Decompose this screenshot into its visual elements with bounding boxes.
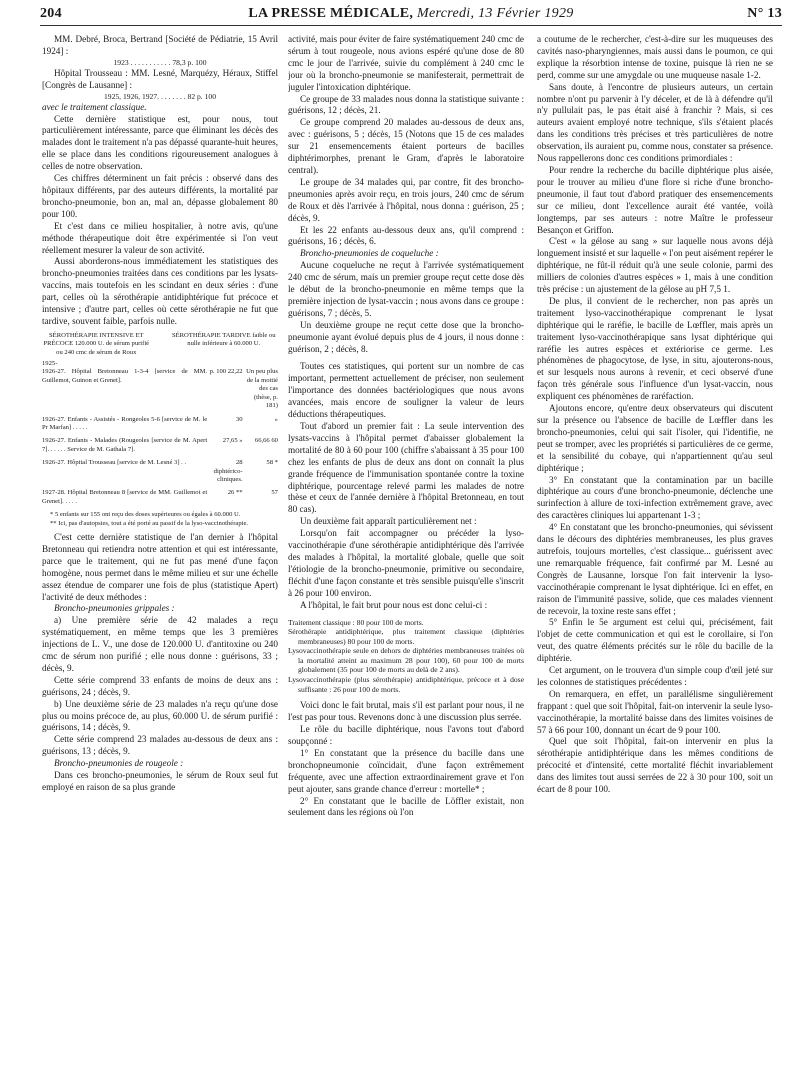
column-left xyxy=(42,34,278,1074)
paragraph: Hôpital Trousseau : MM. Lesné, Marquézy, Héraux, Stiffel [Congrès de Lausanne] : xyxy=(42,67,278,90)
paragraph: 1° En constatant que la présence du bacille dans une bronchopneumonie coïncidait, d'une façon extrêmement fréquente, avec une affection extraordinairement grave et l'on peut ajouter, sans grande chance d'erreur : mortelle* ; xyxy=(288,747,524,794)
statistics-table xyxy=(42,332,278,528)
table-cell: 26 ** xyxy=(227,489,243,497)
paragraph: a coutume de le rechercher, c'est-à-dire sur les muqueuses des cavités naso-pharyngiennes, mais aussi dans le poumon, ce qui explique la résorbtion intense de toxine, puisque là rien ne se perd, comme sur une amygdale ou une muqueuse nasale 1-2. xyxy=(537,34,773,80)
paragraph: 2° En constatant que le bacille de Löffler existait, non seulement dans les régions où l'on xyxy=(288,795,524,818)
paragraph: Toutes ces statistiques, qui portent sur un nombre de cas important, permettent actuellement de préciser, non seulement l'importance des données bactériologiques que nous avons avancées, mais encore de souligner la valeur de leurs déductions thérapeutiques. xyxy=(288,361,524,420)
table-cell: 1926-27. Hôpital Bretonneau 1-3-4 [service de MM. Guillemot, Guinon et Grenet]. xyxy=(42,368,208,384)
paragraph: Et les 22 enfants au-dessous deux ans, qu'il comprend : guérisons, 16 ; décès, 6. xyxy=(288,224,524,247)
paragraph: 5° Enfin le 5e argument est celui qui, précisément, fait l'objet de cette communication et qui est le corollaire, si l'on veut, des quatre éléments précités sur le rôle du bacille de la diphtérie. xyxy=(537,617,773,664)
table-cell: 28 diphtérico-cliniques. xyxy=(213,459,243,483)
paragraph: b) Une deuxième série de 23 malades n'a reçu qu'une dose plus ou moins précoce de, au plus, 60.000 U. de sérum purifié : guérisons, 14 ; décès, 9. xyxy=(42,698,278,733)
paragraph: 3° En constatant que la contamination par un bacille diphtérique au cours d'une broncho-pneumonie, déclenche une surinfection à allure de toxi-infection extrêmement grave, avec des caractères cliniques lui appartenant 1-3 ; xyxy=(537,474,773,521)
paragraph: Cet argument, on le trouvera d'un simple coup d'œil jeté sur les colonnes de statistiques précédentes : xyxy=(537,665,773,687)
result-item: Sérothérapie antidiphtérique, plus traitement classique (diphtéries membraneuses) 80 pour 100 de morts. xyxy=(288,627,524,646)
result-item: Lysovaccinothérapie seule en dehors de diphtéries membraneuses traitées où la mortalité atteint au maximum 28 pour 100), 60 pour 100 de morts globalement (35 pour 100 de morts au delà de 2 ans). xyxy=(288,646,524,675)
paragraph: a) Une première série de 42 malades a reçu systématiquement, en même temps que les 3 premières injections de L. V., une dose de 120.000 U. d'antitoxine ou 240 cmc de sérum non purifié ; elle nous donne : guérisons, 33 ; décès, 9. xyxy=(42,615,278,673)
table-cell xyxy=(207,360,242,368)
results-list xyxy=(288,618,524,695)
paragraph: Ajoutons encore, qu'entre deux observateurs qui discutent sur la présence ou l'absence de bacille de Lœffler dans les broncho-pneumonies, celui qui sait l'isoler, qui l'identifie, ne peut se tromper, avec les propriétés si particulières de ce germe, et la sensibilité du cobaye, qui n'appartiennent qu'au seul diphtérique ; xyxy=(537,403,773,473)
table-cell: Un peu plus de la moitié des cas (thèse, p. 181) xyxy=(246,368,278,410)
table-footnote: ** Ici, pas d'autopsies, tout a été porté au passif de la lyso-vaccinothérapie. xyxy=(50,519,249,527)
journal-name: LA PRESSE MÉDICALE, xyxy=(248,6,414,21)
paragraph: 4° En constatant que les broncho-pneumonies, qui sévissent dans le décours des diphtéries membraneuses, les plus graves autrefois, toujours mortelles, c'est classique... guérissent avec une remarquable fréquence, fait confirmé par M. Lesné au Congrès de Lausanne, lorsque l'on fait intervenir la lyso-vaccinothérapie comprenant le lysat diphtérique. Ici en effet, en raison de l'immunité passive, solide, que ces malades viennent de recevoir, la toxine reste sans effet ; xyxy=(537,522,773,616)
table-row xyxy=(42,360,278,368)
table-cell: 1926-27. Enfants - Assistés - Rongeoles 5-6 [service de M. le Pr Marfan] . . . . . xyxy=(42,415,208,431)
paragraph: activité, mais pour éviter de faire systématiquement 240 cmc de sérum à tout rougeole, nous avions espéré qu'une dose de 80 cmc le jour de l'arrivée, suivie du complément à 240 cmc le jour où la broncho-pneumonie se manifesterait, permettrait de juguler l'intoxication diphtérique. xyxy=(288,34,524,92)
paragraph: Et c'est dans ce milieu hospitalier, à notre avis, qu'une méthode thérapeutique doit être expérimentée si l'on veut réellement mesurer la valeur de son activité. xyxy=(42,220,278,255)
paragraph: Sans doute, à l'encontre de plusieurs auteurs, un certain nombre n'ont pu parvenir à l'y déceler, et de là à défendre qu'il n'y pullulait pas, le pas était aisé à franchir ? Mais, si ces auteurs avaient employé notre technique, s'ils s'étaient placés dans les conditions très précises et très particulières de notre observation, ils auraient pu, comme nous, constater sa présence. Nous rappellerons donc ces conditions primordiales : xyxy=(537,81,773,164)
section-heading: Broncho-pneumonies grippales : xyxy=(54,603,175,614)
issue-date: Mercredi, 13 Février 1929 xyxy=(417,6,574,21)
table-header-right: SÉROTHÉRAPIE TARDIVE faible ou nulle inférieure à 60.000 U. xyxy=(171,331,276,348)
paragraph: MM. Debré, Broca, Bertrand [Société de Pédiatrie, 15 Avril 1924] : xyxy=(42,34,278,56)
page-number: 204 xyxy=(40,6,62,21)
table-cell: 27,65 » xyxy=(222,437,243,445)
table-cell: » xyxy=(274,415,278,423)
paragraph: Dans ces broncho-pneumonies, le sérum de Roux seul fut employé en raison de sa plus grande xyxy=(42,770,278,792)
paragraph: Quel que soit l'hôpital, fait-on intervenir en plus la sérothérapie antidiphtérique dans les mêmes conditions de précocité et d'intensité, cette mortalité fléchit invariablement dans des limites tout aussi serrées de 22 à 30 pour 100, soit un écart de 8 pour 100. xyxy=(537,736,773,795)
table-footnote: * 5 enfants sur 155 ont reçu des doses supérieures ou égales à 60.000 U. xyxy=(50,511,241,519)
paragraph: Un deuxième groupe ne reçut cette dose que la broncho-pneumonie ayant évolué depuis plus de 4 jours, il nous donne : guérison, 2 ; décès, 8. xyxy=(288,319,524,354)
table-cell: 1926-27. Enfants - Malades (Rougeoles [service de M. Apert 7]. . . . . . Service de M. Gathala 7]. xyxy=(42,437,208,453)
paragraph: C'est « la gélose au sang » sur laquelle nous avons déjà longuement insisté et sur laquelle « l'on peut aisément repérer le diphtérique, ne fût-il réduit qu'à une seule colonie, parmi des milliers de colonies d'autres espèces » 1, mais à une condition très précise : un ajustement de la gélose au pH 7,5 1. xyxy=(537,236,773,295)
table-row xyxy=(42,489,278,506)
paragraph: Cette dernière statistique est, pour nous, tout particulièrement intéressante, parce que éliminant les décès des malades dont le traitement n'a pas dépassé quarante-huit heures, elle se place dans les conditions rigoureusement analogues à celles de notre observation. xyxy=(42,113,278,172)
header-rule xyxy=(40,25,782,26)
paragraph: Lorsqu'on fait accompagner ou précéder la lyso-vaccinothérapie d'une sérothérapie antidiphtérique dès l'arrivée des malades à l'hôpital, la mortalité globale, quelle que soit l'étiologie de la broncho-pneumonie, primitive ou secondaire, fléchit d'une façon constante et très sensible puisqu'elle s'inscrit à 26 pour 100 environ. xyxy=(288,528,524,598)
table-cell: 30 xyxy=(235,415,243,423)
paragraph: Un deuxième fait apparaît particulièrement net : xyxy=(300,516,477,527)
table-cell: 1927-28. Hôpital Bretonneau 8 [service de MM. Guillemot et Grenet]. . . . . xyxy=(42,489,208,505)
paragraph: Ces chiffres déterminent un fait précis : observé dans des hôpitaux différents, par des auteurs différents, la mortalité par broncho-pneumonie, bon an, mal an, dépasse globalement 80 pour 100. xyxy=(42,173,278,219)
paragraph: Tout d'abord un premier fait : La seule intervention des lysats-vaccins à l'hôpital permet d'abaisser globalement la mortalité de 80 à 60 pour 100 (chiffre s'abaissant à 35 pour 100 chez les enfants de plus de deux ans dont on connaît la plus grande fréquence de l'immunisation spontanée contre la toxine diphtérique, pourcentage relevé parmi les malades de notre thèse et ceux de l'année dernière à l'hôpital Bretonneau, en tout 80 cas). xyxy=(288,421,524,515)
table-cell: 58 * xyxy=(266,459,278,467)
paragraph: Le groupe de 34 malades qui, par contre, fit des broncho-pneumonies après avoir reçu, en trois jours, 240 cmc de sérum de Roux et dès l'arrivée à l'hôpital, nous donna : guérison, 25 ; décès, 9. xyxy=(288,176,524,223)
issue-number: N° 13 xyxy=(747,6,782,21)
table-row xyxy=(42,437,278,454)
section-heading: Broncho-pneumonies de coqueluche : xyxy=(300,248,439,259)
paragraph: De plus, il convient de le rechercher, non pas après un traitement lyso-vaccinothérapique comprenant le lysat diphtérique qui le raréfie, le bacille de Lœffler, mais après un traitement lyso-vaccinothérapique sans lysat diphtérique qui raréfie les autres espèces et extériorise ce germe. Les phénomènes de phagocytose, de lyse, in situ, ajouterons-nous, et sur lesquels nous aurons à revenir, et ceci observé d'une façon très générale sous l'influence d'un lysat-vaccin, nous expliquent ces phénomènes de raréfaction. xyxy=(537,295,773,402)
paragraph: C'est cette dernière statistique de l'an dernier à l'hôpital Bretonneau qui retiendra notre attention et qui est intéressante, parce que le traitement, qui ne fut pas mené d'une façon homogène, nous permet dans le même milieu et sur une échelle assez étendue de comparer une fois de plus (statistique Apert) l'activité de deux méthodes : xyxy=(42,531,278,602)
statistic-line: 1925, 1926, 1927. . . . . . . . 82 p. 100 xyxy=(103,91,216,101)
table-cell: 66,66 60 xyxy=(254,437,278,445)
result-item: Lysovaccinothérapie (plus sérothérapie) antidiphtérique, précoce et à dose suffisante : 26 pour 100 de morts. xyxy=(288,675,524,694)
section-heading: Broncho-pneumonies de rougeole : xyxy=(54,758,184,769)
paragraph: A l'hôpital, le fait brut pour nous est donc celui-ci : xyxy=(300,599,488,610)
statistic-line: 1923 . . . . . . . . . . . 78,3 p. 100 xyxy=(113,57,207,67)
paragraph: Cette série comprend 33 enfants de moins de deux ans : guérisons, 24 ; décès, 9. xyxy=(42,674,278,697)
table-row xyxy=(42,459,278,484)
paragraph: Aussi aborderons-nous immédiatement les statistiques des broncho-pneumonies traitées dans ces conditions par les lysats-vaccins, mais toutefois en les scindant en deux séries : d'une part, celles où la sérothérapie antidiphtérique fut précoce et intensive ; d'autre part, celles où cette sérothérapie ne fut que tardive, souvent faible, parfois nulle. xyxy=(42,256,278,326)
paragraph: Aucune coqueluche ne reçut à l'arrivée systématiquement 240 cmc de sérum, mais un premier groupe reçut cette dose dès le début de la broncho-pneumonie en même temps que la première injection de lysat-vaccin ; nous avons dans ce groupe : guérisons, 7 ; décès, 5. xyxy=(288,260,524,318)
table-header xyxy=(42,332,278,357)
journal-title xyxy=(40,6,782,22)
table-cell: p. 100 22,22 xyxy=(209,368,243,376)
paragraph: Le rôle du bacille diphtérique, nous l'avons tout d'abord soupçonné : xyxy=(288,724,524,746)
table-cell: 1926-27. Hôpital Trousseau [service de M. Lesné 3] . . xyxy=(42,459,187,467)
paragraph: avec le traitement classique. xyxy=(42,101,147,112)
paragraph: Ce groupe de 33 malades nous donna la statistique suivante : guérisons, 12 ; décès, 21. xyxy=(288,93,524,116)
table-row xyxy=(42,416,278,433)
table-row xyxy=(42,368,278,410)
column-middle xyxy=(288,34,524,1074)
table-cell: 1925- xyxy=(42,360,58,368)
paragraph: Cette série comprend 23 malades au-dessous de deux ans : guérisons, 13 ; décès, 9. xyxy=(42,734,278,757)
paragraph: Ce groupe comprend 20 malades au-dessous de deux ans, avec : guérisons, 5 ; décès, 15 (Notons que 15 de ces malades sur 21 ensemencements étaient porteurs de bacilles diphtérimorphes, prenant le Gram, d'après le laboratoire central). xyxy=(288,117,524,175)
table-header-left: SÉROTHÉRAPIE INTENSIVE ET PRÉCOCE 120.000 U. de sérum purifié ou 240 cmc de sérum de Roux xyxy=(43,331,150,356)
result-item: Traitement classique : 80 pour 100 de morts. xyxy=(288,617,424,627)
paragraph: Pour rendre la recherche du bacille diphtérique plus aisée, pour le trouver au milieu d'une flore si riche d'une broncho-pneumonie, il faut tout d'abord pratiquer des ensemencements sur ce milieu, dont l'excellence aurait été vantée, voilà longtemps, par ses auteurs : notre Maître le professeur Besançon et Griffon. xyxy=(537,164,773,235)
paragraph: Voici donc le fait brutal, mais s'il est parlant pour nous, il ne l'est pas pour tous. Revenons donc à une discussion plus serrée. xyxy=(288,700,524,723)
column-right xyxy=(537,34,773,1074)
paragraph: On remarquera, en effet, un parallélisme singulièrement frappant : quel que soit l'hôpital, fait-on intervenir la seule lyso-vaccinothérapie, la mortalité baisse dans des limites voisines de 57 à 66 pour 100, donnant un écart de 9 pour 100. xyxy=(537,688,773,735)
table-cell xyxy=(243,360,278,368)
table-cell: 57 xyxy=(271,489,278,497)
page-header xyxy=(40,6,782,26)
